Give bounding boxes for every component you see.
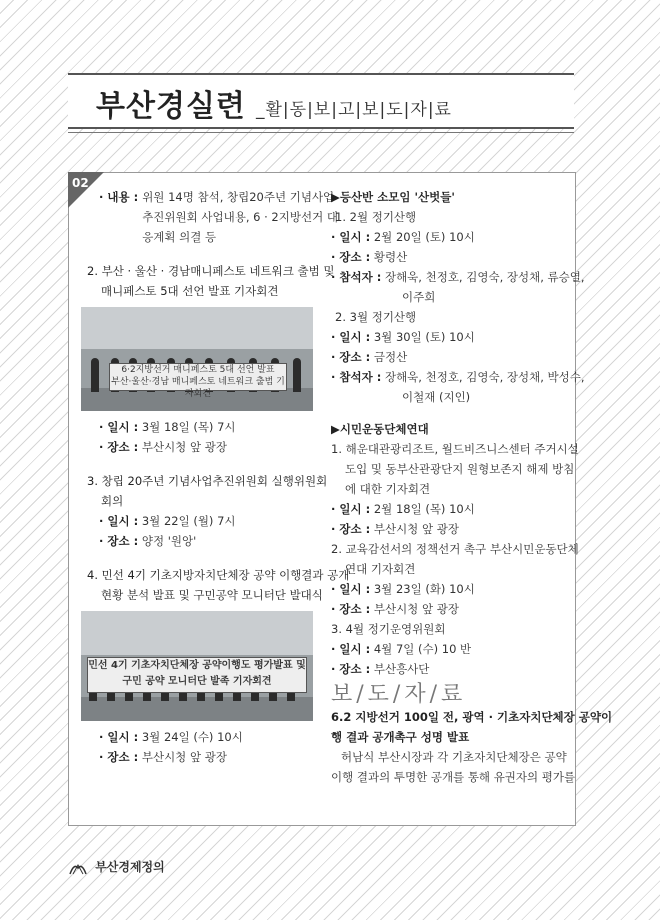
item-title: 4. 민선 4기 기초지방자치단체장 공약 이행결과 공개 [87, 568, 350, 582]
place-value: 부산흥사단 [373, 662, 430, 676]
place-label: · 장소 : [99, 750, 139, 764]
date-value: 3월 30일 (토) 10시 [373, 330, 475, 344]
date-value: 2월 18일 (목) 10시 [373, 502, 475, 516]
item-title: 1. 2월 정기산행 [335, 210, 417, 224]
item-title: 2. 3월 정기산행 [335, 310, 417, 324]
date-label: · 일시 : [331, 330, 371, 344]
item-title: 현황 분석 발표 및 구민공약 모니터단 발대식 [101, 588, 323, 602]
item-title: 2. 부산 · 울산 · 경남매니페스토 네트워크 출범 및 [87, 264, 335, 278]
content-box [68, 172, 613, 826]
place-value: 황령산 [373, 250, 408, 264]
item-title: 매니페스토 5대 선언 발표 기자회견 [101, 284, 279, 298]
magazine-title: 부산경실련 [96, 89, 246, 124]
date-value: 3월 24일 (수) 10시 [141, 730, 243, 744]
banner-line: 부산·울산·경남 매니페스토 네트워크 출범 기자회견 [111, 377, 285, 399]
date-label: · 일시 : [99, 420, 139, 434]
content-line: 추진위원회 사업내용, 6 · 2지방선거 대 [142, 210, 338, 224]
place-label: · 장소 : [331, 662, 371, 676]
date-value: 3월 18일 (목) 7시 [141, 420, 236, 434]
place-label: · 장소 : [99, 534, 139, 548]
footer-logo [68, 858, 165, 875]
monitoring-launch-photo [81, 611, 313, 721]
press-headline: 행 결과 공개촉구 성명 발표 [331, 730, 470, 744]
content-line: 위원 14명 참석, 창립20주년 기념사업 [142, 190, 335, 204]
item-title: 에 대한 기자회견 [345, 482, 431, 496]
place-label: · 장소 : [331, 522, 371, 536]
attendee-value: 장해욱, 천정호, 김영숙, 장성채, 류승열, [384, 270, 585, 284]
place-value: 금정산 [373, 350, 408, 364]
date-value: 4월 7일 (수) 10 반 [373, 642, 472, 656]
left-column [87, 187, 350, 767]
civic-heading: ▶시민운동단체연대 [331, 422, 429, 436]
leaf-logo-icon [68, 861, 88, 875]
place-value: 부산시청 앞 광장 [141, 750, 227, 764]
date-label: · 일시 : [331, 582, 371, 596]
page-tag: 02 [72, 176, 89, 190]
item-title: 2. 교육감선서의 정책선거 촉구 부산시민운동단체 [331, 542, 579, 556]
item-title: 3. 창립 20주년 기념사업추진위원회 실행위원회 [87, 474, 328, 488]
place-value: 부산시청 앞 광장 [141, 440, 227, 454]
place-label: · 장소 : [99, 440, 139, 454]
place-label: · 장소 : [331, 350, 371, 364]
press-body: 이행 결과의 투명한 공개를 통해 유권자의 평가를 [331, 770, 576, 784]
press-release-title: 보/도/자/료 [331, 682, 467, 707]
place-value: 양정 '원앙' [141, 534, 197, 548]
hiking-heading: ▶등산반 소모임 '산벗들' [331, 190, 455, 204]
item-title: 회의 [101, 494, 124, 508]
attendee-label: · 참석자 : [331, 270, 382, 284]
date-label: · 일시 : [331, 502, 371, 516]
place-label: · 장소 : [331, 250, 371, 264]
place-value: 부산시청 앞 광장 [373, 522, 459, 536]
item-title: 1. 해운대관광리조트, 월드비즈니스센터 주거시설 [331, 442, 579, 456]
attendee-label: · 참석자 : [331, 370, 382, 384]
banner-line: 6·2지방선거 매니페스토 5대 선언 발표 [121, 365, 275, 375]
date-label: · 일시 : [331, 642, 371, 656]
attendee-value: 이철재 (지인) [402, 390, 471, 404]
press-conference-photo [81, 307, 313, 411]
attendee-value: 장해욱, 천정호, 김영숙, 장성채, 박성수, [384, 370, 585, 384]
content-line: 응계획 의결 등 [142, 230, 217, 244]
date-label: · 일시 : [99, 730, 139, 744]
banner-line: 구민 공약 모니터단 발족 기자회견 [122, 676, 272, 687]
item-title: 연대 기자회견 [345, 562, 416, 576]
section-label: _활|동|보|고|보|도|자|료 [256, 100, 452, 120]
page-header [68, 73, 574, 129]
footer-logo-text: 부산경제정의 [95, 860, 165, 874]
content-label: · 내용 : [99, 190, 139, 204]
date-value: 3월 23일 (화) 10시 [373, 582, 475, 596]
attendee-value: 이주희 [402, 290, 436, 304]
right-column [331, 187, 613, 787]
date-label: · 일시 : [99, 514, 139, 528]
item-title: 도입 및 동부산관광단지 원형보존지 해제 방침 [345, 462, 575, 476]
date-label: · 일시 : [331, 230, 371, 244]
item-title: 3. 4월 정기운영위원회 [331, 622, 446, 636]
date-value: 3월 22일 (월) 7시 [141, 514, 236, 528]
meeting-content [87, 187, 338, 247]
press-body: 허남식 부산시장과 각 기초자치단체장은 공약 [341, 750, 567, 764]
banner-line: 민선 4기 기초자치단체장 공약이행도 평가발표 및 [88, 660, 306, 671]
place-label: · 장소 : [331, 602, 371, 616]
press-headline: 6.2 지방선거 100일 전, 광역 · 기초자치단체장 공약이 [331, 710, 613, 724]
date-value: 2월 20일 (토) 10시 [373, 230, 475, 244]
place-value: 부산시청 앞 광장 [373, 602, 459, 616]
